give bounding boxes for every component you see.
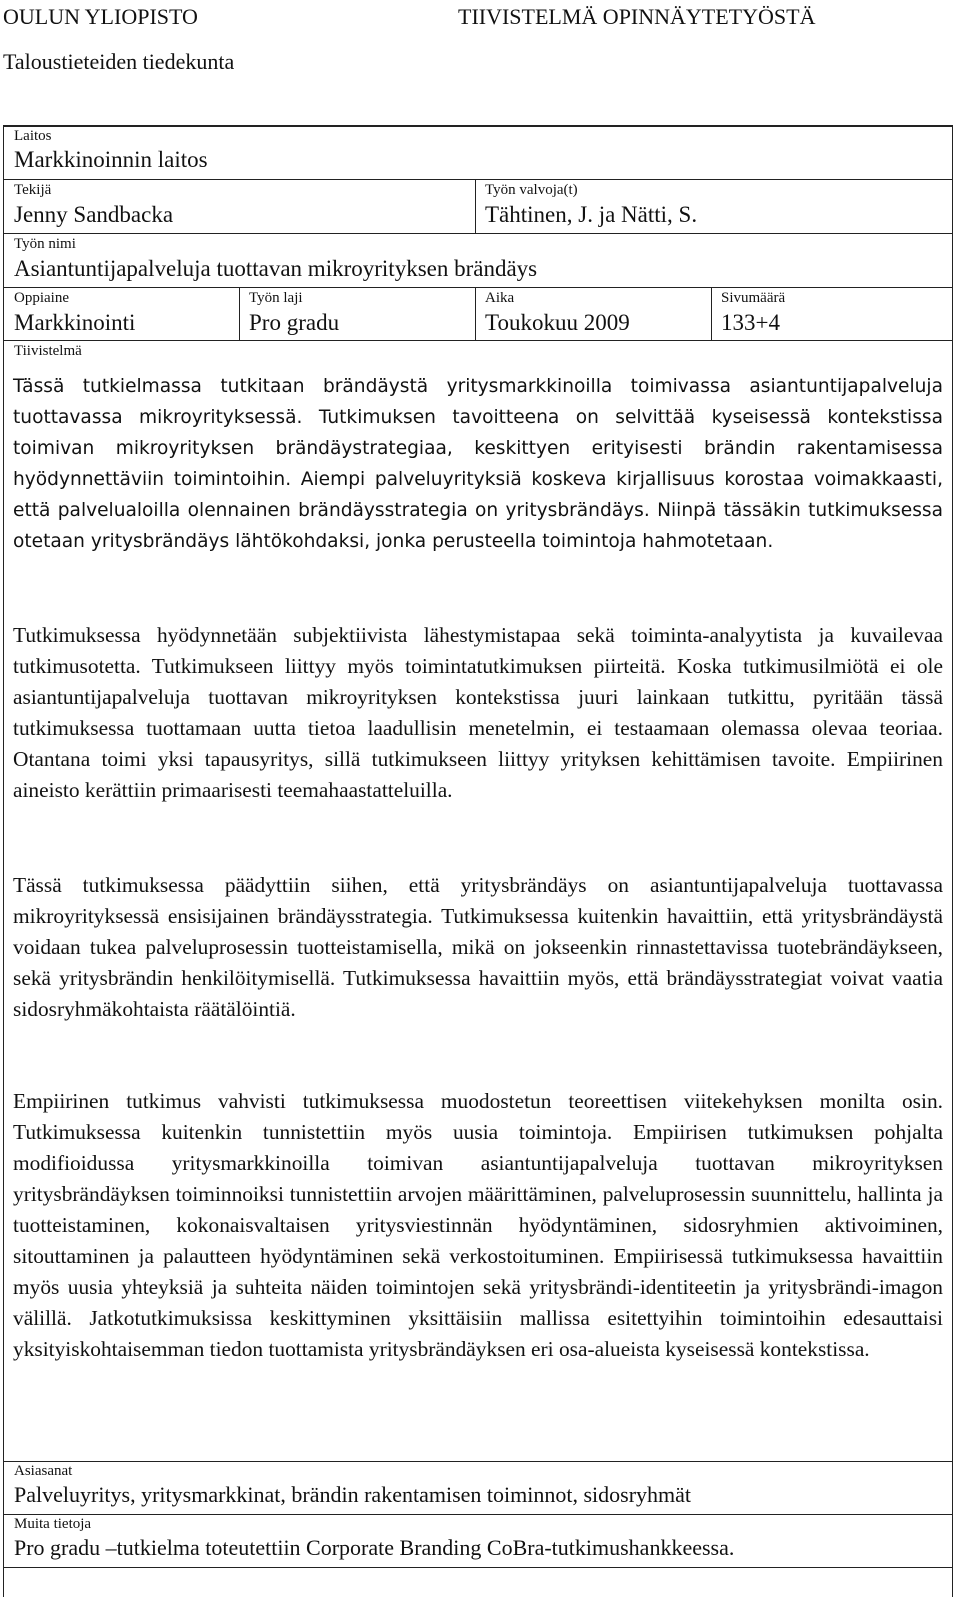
abstract-paragraph-2 <box>13 620 943 806</box>
divider <box>239 287 240 340</box>
divider <box>4 1461 953 1462</box>
abstract-text: Tässä tutkimuksessa päädyttiin siihen, että yritysbrändäys on asiantuntijapalveluja tuottavassa mikroyrityksessä ensisijainen brändäysstrategia. Tutkimuksessa kuitenkin havaittiin, että yritysbrändäystä voidaan tukea palveluprosessin tuotteistamisella, mikä on jokseenkin rinnastettavissa tuotebrändäykseen, sekä yritysbrändin henkilöitymisellä. Tutkimuksessa havaittiin myös, että brändäysstrategiat voivat vaatia sidosryhmäkohtaista räätälöintiä. <box>13 873 943 1021</box>
work-type-label: Työn laji <box>249 290 303 306</box>
subject-value: Markkinointi <box>14 310 136 335</box>
title-value: Asiantuntijapalveluja tuottavan mikroyrityksen brändäys <box>14 256 538 281</box>
divider <box>4 179 953 180</box>
pages-value: 133+4 <box>721 310 780 335</box>
divider <box>4 233 953 234</box>
abstract-text: Tutkimuksessa hyödynnetään subjektiivista lähestymistapaa sekä toiminta-analyytista ja kuvailevaa tutkimusotetta. Tutkimukseen liittyy myös toimintatutkimuksen piirteitä. Koska tutkimusilmiötä ei ole asiantuntijapalveluja tuottavan mikroyrityksen kontekstissa juuri lainkaan tutkittu, pyritään tässä tutkimuksessa tuottamaan uutta tietoa laadullisin menetelmin, ei testaamaan olemassa olevaa teoriaa. Otantana toimi yksi tapausyritys, sillä tutkimukseen liittyy yrityksen kehittämisen tavoite. Empiirinen aineisto kerättiin primaarisesti teemahaastatteluilla. <box>13 623 943 802</box>
divider <box>475 287 476 340</box>
keywords-label: Asiasanat <box>14 1463 73 1479</box>
supervisor-label: Työn valvoja(t) <box>485 182 578 198</box>
divider <box>4 287 953 288</box>
abstract-paragraph-3 <box>13 870 943 1025</box>
department-label: Laitos <box>14 128 52 144</box>
divider <box>4 340 953 341</box>
divider <box>711 287 712 340</box>
abstract-text: Tässä tutkielmassa tutkitaan brändäystä yritysmarkkinoilla toimivassa asiantuntijapalveluja tuottavassa mikroyrityksessä. Tutkimuksen tavoitteena on selvittää kyseisessä kontekstissa toimivan mikroyrityksen brändäystrategiaa, keskittyen erityisesti brändin rakentamisessa hyödynnettäviin toimintoihin. Aiempi palveluyrityksiä koskeva kirjallisuus korostaa voimakkaasti, että palvelualoilla olennainen brändäysstrategia on yritysbrändäys. Niinpä tässäkin tutkimuksessa otetaan yritysbrändäys lähtökohdaksi, jonka perusteella toimintoja hahmotetaan. <box>13 376 943 552</box>
divider <box>4 1514 953 1515</box>
author-label: Tekijä <box>14 182 52 198</box>
abstract-text: Empiirinen tutkimus vahvisti tutkimuksessa muodostetun teoreettisen viitekehyksen monilta osin. Tutkimuksessa kuitenkin tunnistettiin myös uusia toimintoja. Empiirisen tutkimuksen pohjalta modifioidussa yritysmarkkinoilla toimivan asiantuntijapalveluja tuottavan mikroyrityksen yritysbrändäyksen toiminnoiksi tunnistettiin arvojen määrittäminen, palveluprosessin suunnittelu, hallinta ja tuotteistaminen, kokonaisvaltaisen yritysviestinnän hyödyntäminen, sidosryhmien aktivoiminen, sitouttaminen ja palautteen hyödyntäminen sekä verkostoituminen. Empiirisessä tutkimuksessa havaittiin myös uusia yhteyksiä ja suhteita näiden toimintojen sekä yritysbrändi-identiteetin ja yritysbrändi-imagon välillä. Jatkotutkimuksissa keskittyminen yksittäisiin mallissa esitettyihin toimintoihin edesauttaisi yksityiskohtaisemman tiedon tuottamista yritysbrändäyksen eri osa-alueista kyseisessä kontekstissa. <box>13 1089 943 1361</box>
title-label: Työn nimi <box>14 236 76 252</box>
abstract-paragraph-1 <box>13 371 943 557</box>
author-value: Jenny Sandbacka <box>14 202 174 227</box>
abstract-label: Tiivistelmä <box>14 343 82 359</box>
abstract-form <box>3 125 953 1597</box>
faculty-name: Taloustieteiden tiedekunta <box>3 49 235 74</box>
other-info-value: Pro gradu –tutkielma toteutettiin Corporate Branding CoBra-tutkimushankkeessa. <box>14 1535 735 1560</box>
time-value: Toukokuu 2009 <box>485 310 630 335</box>
abstract-paragraph-4 <box>13 1086 943 1365</box>
other-info-label: Muita tietoja <box>14 1516 92 1532</box>
pages-label: Sivumäärä <box>721 290 786 306</box>
divider <box>4 1567 953 1568</box>
department-value: Markkinoinnin laitos <box>14 147 208 172</box>
document-type: TIIVISTELMÄ OPINNÄYTETYÖSTÄ <box>458 4 816 29</box>
university-name: OULUN YLIOPISTO <box>3 4 198 29</box>
keywords-value: Palveluyritys, yritysmarkkinat, brändin rakentamisen toiminnot, sidosryhmät <box>14 1482 692 1507</box>
subject-label: Oppiaine <box>14 290 69 306</box>
divider <box>475 179 476 233</box>
supervisor-value: Tähtinen, J. ja Nätti, S. <box>485 202 698 227</box>
work-type-value: Pro gradu <box>249 310 340 335</box>
time-label: Aika <box>485 290 515 306</box>
